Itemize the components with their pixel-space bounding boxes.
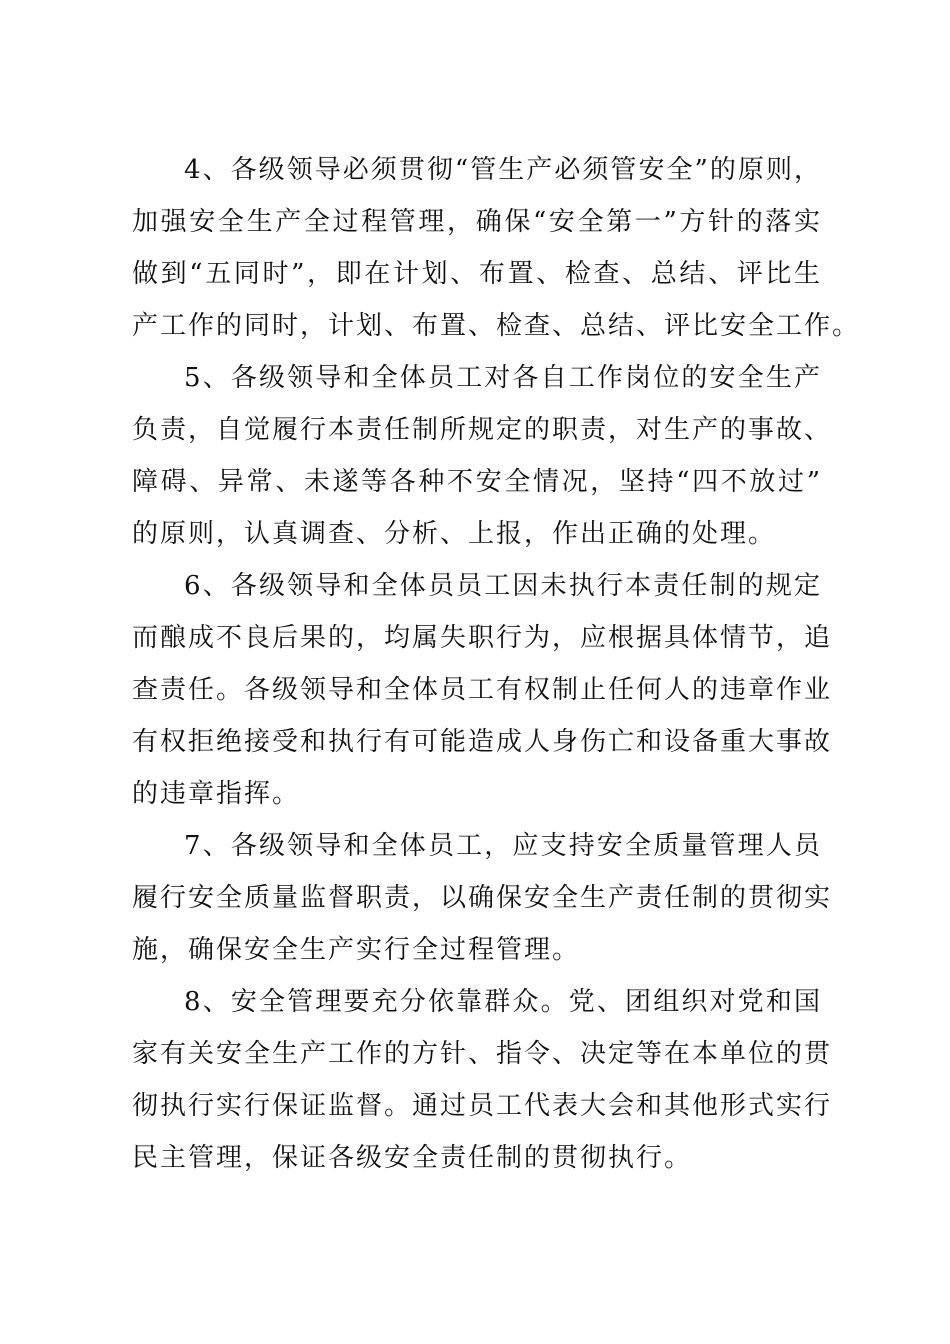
paragraph-8	[132, 976, 833, 1184]
paragraph-line: 8、安全管理要充分依靠群众。党、团组织对党和国	[184, 987, 822, 1017]
paragraph-line: 家有关安全生产工作的方针、指令、决定等在本单位的贯	[132, 1039, 833, 1069]
paragraph-line: 4、各级领导必须贯彻“管生产必须管安全”的原则，	[184, 155, 822, 185]
paragraph-line: 7、各级领导和全体员工，应支持安全质量管理人员	[184, 831, 822, 861]
document-body	[132, 144, 861, 1184]
paragraph-6	[132, 560, 833, 820]
paragraph-line: 的违章指挥。	[132, 779, 301, 809]
paragraph-line: 履行安全质量监督职责，以确保安全生产责任制的贯彻实	[132, 883, 833, 913]
paragraph-line: 加强安全生产全过程管理，确保“安全第一”方针的落实	[132, 207, 822, 237]
paragraph-line: 产工作的同时，计划、布置、检查、总结、评比安全工作。	[132, 311, 861, 341]
paragraph-line: 的原则，认真调查、分析、上报，作出正确的处理。	[132, 519, 777, 549]
paragraph-5	[132, 352, 833, 560]
paragraph-line: 有权拒绝接受和执行有可能造成人身伤亡和设备重大事故	[132, 727, 833, 757]
paragraph-line: 而酿成不良后果的，均属失职行为，应根据具体情节，追	[132, 623, 833, 653]
paragraph-line: 彻执行实行保证监督。通过员工代表大会和其他形式实行	[132, 1091, 833, 1121]
paragraph-line: 查责任。各级领导和全体员工有权制止任何人的违章作业	[132, 675, 833, 705]
paragraph-line: 6、各级领导和全体员员工因未执行本责任制的规定	[184, 571, 822, 601]
paragraph-line: 民主管理，保证各级安全责任制的贯彻执行。	[132, 1143, 693, 1173]
paragraph-line: 障碍、异常、未遂等各种不安全情况，坚持“四不放过”	[132, 467, 822, 497]
paragraph-line: 负责，自觉履行本责任制所规定的职责，对生产的事故、	[132, 415, 833, 445]
paragraph-line: 施，确保安全生产实行全过程管理。	[132, 935, 581, 965]
paragraph-4	[132, 144, 861, 352]
paragraph-line: 5、各级领导和全体员工对各自工作岗位的安全生产	[184, 363, 822, 393]
paragraph-7	[132, 820, 833, 976]
paragraph-line: 做到“五同时”，即在计划、布置、检查、总结、评比生	[132, 259, 822, 289]
